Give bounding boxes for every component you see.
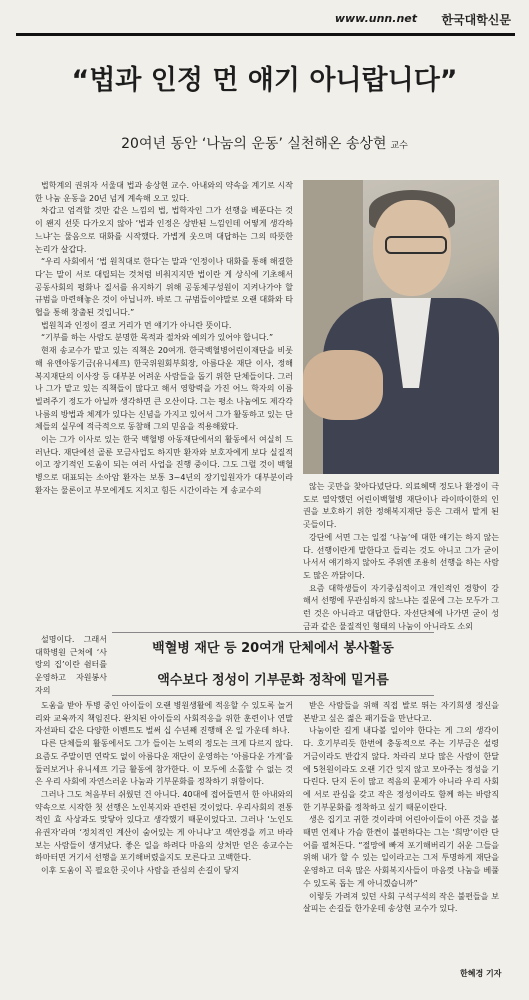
paragraph: 그러나 그도 처음부터 쉬웠던 건 아니다. 40대에 접어들면서 한 아내와의 약속으로 시작한 첫 선행은 노인복지와 관련된 것이었다. 우리사회의 전통적인 효 사상과도 맞닿아 있다고 생각했기 때문이었다고. 그러나 ‘노인도 유권자’라며 ‘정치적인 계산이 숨어있는 게 아니냐’고 색안경을 끼고 바라보는 사람들이 생겨났다. 좋은 일을 하려다 마음의 상처만 얻은 송교수는 하마터면 거기서 선행을 포기해버렸을지도 모른다고 고백한다.	[35, 789, 293, 863]
paragraph: 다른 단체들의 활동에서도 그가 들이는 노력의 정도는 크게 다르지 않다. 요즘도 주말이면 연락도 없이 아름다운 재단이 운영하는 ‘아름다운 가게’를 둘러보거나 유니세프 기금 활동에 참가한다. 이 모두에 소홀할 수 없는 것은 우리 사회에 자연스러운 나눔과 기부문화를 정착하기 위함이다.	[35, 739, 293, 787]
paragraph: 법원칙과 인정이 결코 거리가 먼 얘기가 아니란 뜻이다.	[41, 320, 232, 330]
left-column-narrow	[35, 634, 107, 698]
masthead-rule	[16, 33, 515, 36]
left-column-top	[35, 180, 293, 498]
headline: “법과 인정 먼 얘기 아니랍니다”	[71, 65, 458, 96]
paragraph: 도움을 받아 투병 중인 아이들이 오랜 병원생활에 적응할 수 있도록 놀거리와 교육까지 책임진다. 완치된 아이들의 사회적응을 위한 훈련이나 연말자선파티 같은 다양한 이벤트도 벌써 십 수년째 진행해 온 일 가운데 하나.	[35, 701, 293, 736]
masthead	[0, 0, 529, 40]
paragraph: “우리 사회에서 ‘법 원칙대로 한다’는 말과 ‘인정이나 대화를 통해 해결한다’는 말이 서로 대립되는 것처럼 비춰지지만 법이란 게 상식에 기초해서 공동사회의 평화나 질서를 유지하기 위해 공동체구성원이 지켜나가야 할 규범을 마련해놓은 것이 아닙니까. 바로 그 규범들이야말로 오랜 대화와 타협을 통해 창출된 것입니다.”	[35, 257, 293, 318]
paragraph: 생은 집기고 귀한 것이라며 어린아이들이 아픈 것을 볼 때면 언제나 가슴 한켠이 불편하다는 그는 ‘희망’이란 단어를 펼쳐든다. “절망에 빠져 포기해버리기 쉬운 그들을 위해 내가 할 수 있는 일이라고는 그저 투명하게 재단을 운영하고 더욱 많은 사회복지사들이 마음껏 나눔을 베풀 수 있도록 돕는 게 아니겠습니까”	[303, 815, 499, 888]
paragraph: 이렇듯 가려져 있던 사회 구석구석의 작은 불편들을 보살피는 손길들 한가운데 송상현 교수가 있다.	[303, 891, 499, 914]
paragraph: 이는 그가 이사로 있는 한국 백혈병 아동재단에서의 활동에서 여실히 드러난다. 재단에선 골룬 모금사업도 하지만 환자와 보호자에게 보다 실질적이고 장기적인 도움이 되는 여러 사업을 진행 중이다. 그도 그럴 것이 백혈병으로 대표되는 소아암 환자는 보통 3~4년의 장기입원자가 대부분이라 환자는 물론이고 부모에게도 지치고 힘든 시간이라는 게 송교수의	[35, 435, 293, 495]
subhead-text: 20여년 동안 ‘나눔의 운동’ 실천해온 송상현	[121, 136, 387, 152]
photo-glasses	[385, 236, 447, 254]
portrait-photo	[303, 180, 499, 474]
photo-hand	[303, 350, 383, 420]
pull-quote-line-2: 액수보다 정성이 기부문화 정착에 밑거름	[157, 673, 389, 688]
newspaper-name: 한국대학신문	[441, 13, 511, 27]
paragraph: 강단에 서면 그는 일절 ‘나눔’에 대한 얘기는 하지 않는다. 선행이란게 말한다고 들리는 것도 아니고 그가 굳이 나서서 얘기하지 않아도 주위엔 조용히 선행을 하는 사람도 많은 까닭이다.	[303, 532, 499, 580]
right-column-mid	[303, 481, 499, 633]
paragraph: 않는 곳만을 찾아다녔단다. 의료혜택 정도나 환경이 극도로 열악했던 어린이백혈병 재단이나 라이따이한의 인권을 보호하기 위한 정해복지재단 등은 그래서 맡게 된 곳들이다.	[303, 482, 499, 530]
byline: 한혜경 기자	[460, 969, 502, 978]
paragraph: 이후 도움이 꼭 필요한 곳이나 사람을 관심의 손길이 닿지	[41, 866, 240, 876]
pull-quote-box	[112, 632, 434, 696]
paragraph: 받은 사람들을 위해 직접 발로 뛰는 자기희생 정신을 본받고 싶은 젊은 패기들을 만난다고.	[303, 701, 499, 723]
paragraph: 요즘 대학생들이 자기중심적이고 개인적인 경향이 강해서 선행에 무관심하지 않느냐는 질문에 그는 모두가 그런 것은 아니라고 대답한다. 자선단체에 나가면 굳이 성금과 같은 물질적인 형태의 나눔이 아니라도 소외	[303, 583, 499, 631]
site-url[interactable]: www.unn.net	[334, 12, 417, 25]
paragraph: 현재 송교수가 맡고 있는 직책은 20여개. 한국백혈병어린이재단을 비롯해 유엔아동기금(유니세프) 한국위원회부회장, 아름다운 재단 이사, 정해복지재단의 이사장 등 대부분 어려운 사람들을 돕기 위한 단체들이다. 그러나 그가 맡고 있는 직책들이 많다고 해서 영향력을 가진 어느 학자의 이름 빌려주기 정도가 아닐까 생각하면 큰 오산이다. 그는 평소 나눔에도 제각각 나름의 방법과 체계가 있다는 신념을 가지고 있어서 그가 활동하고 있는 단체들의 실무에 적극적으로 동참해 그의 믿음을 적용해왔다.	[35, 346, 293, 432]
paragraph: 차갑고 엄격할 것만 같은 느낌의 법, 법학자인 그가 선행을 베푼다는 것이 왠지 선뜻 다가오지 않아 ‘법과 인정은 상반된 느낌인데 어떻게 생각하느냐’는 물음으로 대화를 시작했다. 가볍게 웃으며 대답하는 그의 따뜻한 논리가 살갑다.	[35, 206, 293, 254]
left-column-bottom	[35, 700, 293, 878]
subhead-suffix: 교수	[390, 141, 408, 151]
paragraph: 설명이다. 그래서 대학병원 근처에 ‘사랑의 집’이란 쉼터를 운영하고 자원봉사자의	[35, 635, 107, 695]
paragraph: 법학계의 권위자 서울대 법과 송상현 교수. 아내와의 약속을 계기로 시작한 나눔 운동을 20년 넘게 계속해 오고 있다.	[35, 181, 293, 203]
right-column-bottom	[303, 700, 499, 916]
subheadline	[0, 133, 529, 153]
paragraph: 나눔이란 길게 내다볼 일이야 한다는 게 그의 생각이다. 호기부리듯 한번에 충동적으로 주는 기부금은 설령 거금이라도 반갑지 않다. 차라리 보다 많은 사람이 한달에 5천원이라도 오랜 기간 잊지 않고 모아주는 정성을 기다린다. 단지 돈이 많고 적음의 문제가 아니라 우리 사회에 서로 관심을 갖고 작은 정성이라도 함께 하는 바람직한 기부문화를 정착하고 싶기 때문이란다.	[303, 726, 499, 812]
pull-quote-line-1: 백혈병 재단 등 20여개 단체에서 봉사활동	[152, 641, 394, 656]
paragraph: “기부를 하는 사람도 분명한 목적과 절차와 예의가 있어야 합니다.”	[41, 333, 274, 343]
